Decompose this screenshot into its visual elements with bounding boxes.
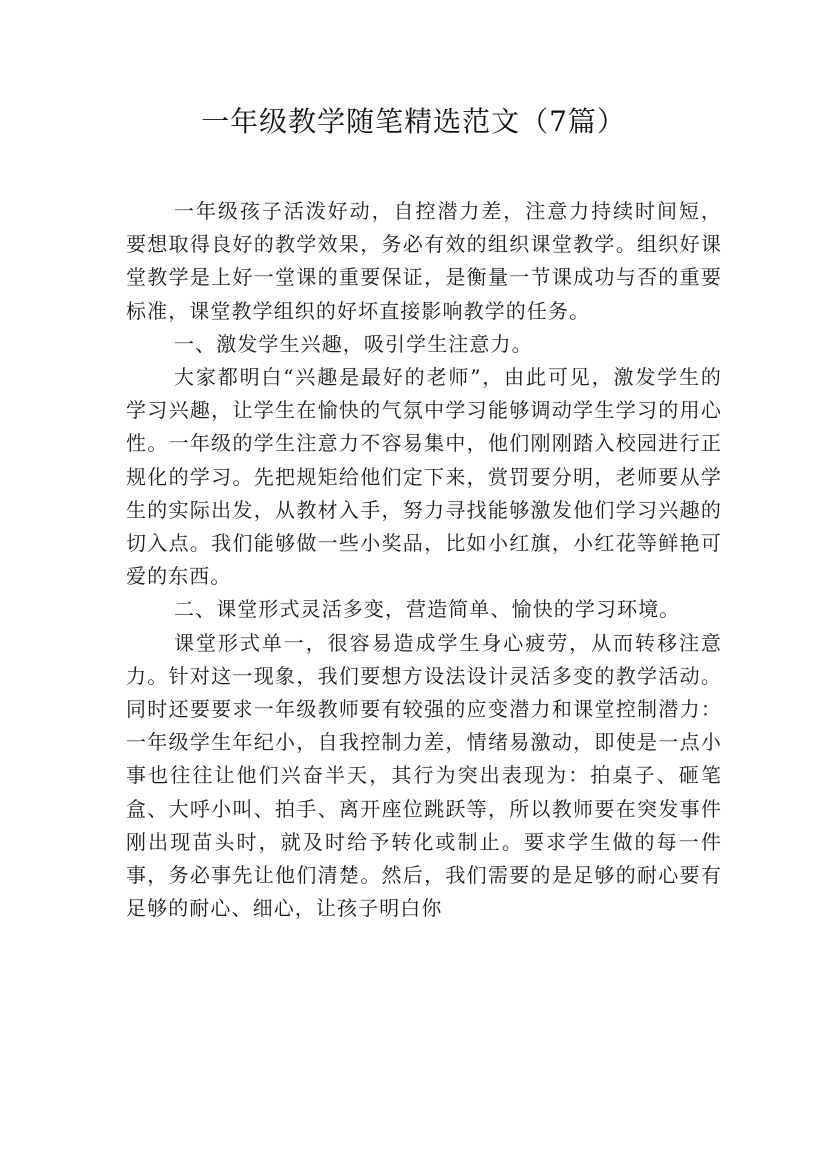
document-body [126,195,722,925]
section-heading-2: 二、课堂形式灵活多变，营造简单、愉快的学习环境。 [174,597,681,622]
paragraph-classroom-form: 课堂形式单一，很容易造成学生身心疲劳，从而转移注意力。针对这一现象，我们要想方设法设计灵活多变的教学活动。同时还要要求一年级教师要有较强的应变潜力和课堂控制潜力：一年级学生年纪小，自我控制力差，情绪易激动，即使是一点小事也往往让他们兴奋半天，其行为突出表现为：拍桌子、砸笔盒、大呼小叫、拍手、离开座位跳跃等，所以教师要在突发事件刚出现苗头时，就及时给予转化或制止。要求学生做的每一件事，务必事先让他们清楚。然后，我们需要的是足够的耐心要有足够的耐心、细心，让孩子明白你 [126,630,722,921]
paragraph-interest: 大家都明白“兴趣是最好的老师”，由此可见，激发学生的学习兴趣，让学生在愉快的气氛中学习能够调动学生学习的用心性。一年级的学生注意力不容易集中，他们刚刚踏入校园进行正规化的学习。先把规矩给他们定下来，赏罚要分明，老师要从学生的实际出发，从教材入手，努力寻找能够激发他们学习兴趣的切入点。我们能够做一些小奖品，比如小红旗，小红花等鲜艳可爱的东西。 [126,365,722,589]
section-heading-1: 一、激发学生兴趣，吸引学生注意力。 [174,331,533,356]
paragraph-intro: 一年级孩子活泼好动，自控潜力差，注意力持续时间短，要想取得良好的教学效果，务必有效的组织课堂教学。组织好课堂教学是上好一堂课的重要保证，是衡量一节课成功与否的重要标准，课堂教学组织的好坏直接影响教学的任务。 [126,199,722,323]
document-title: 一年级教学随笔精选范文（7篇） [201,105,626,138]
